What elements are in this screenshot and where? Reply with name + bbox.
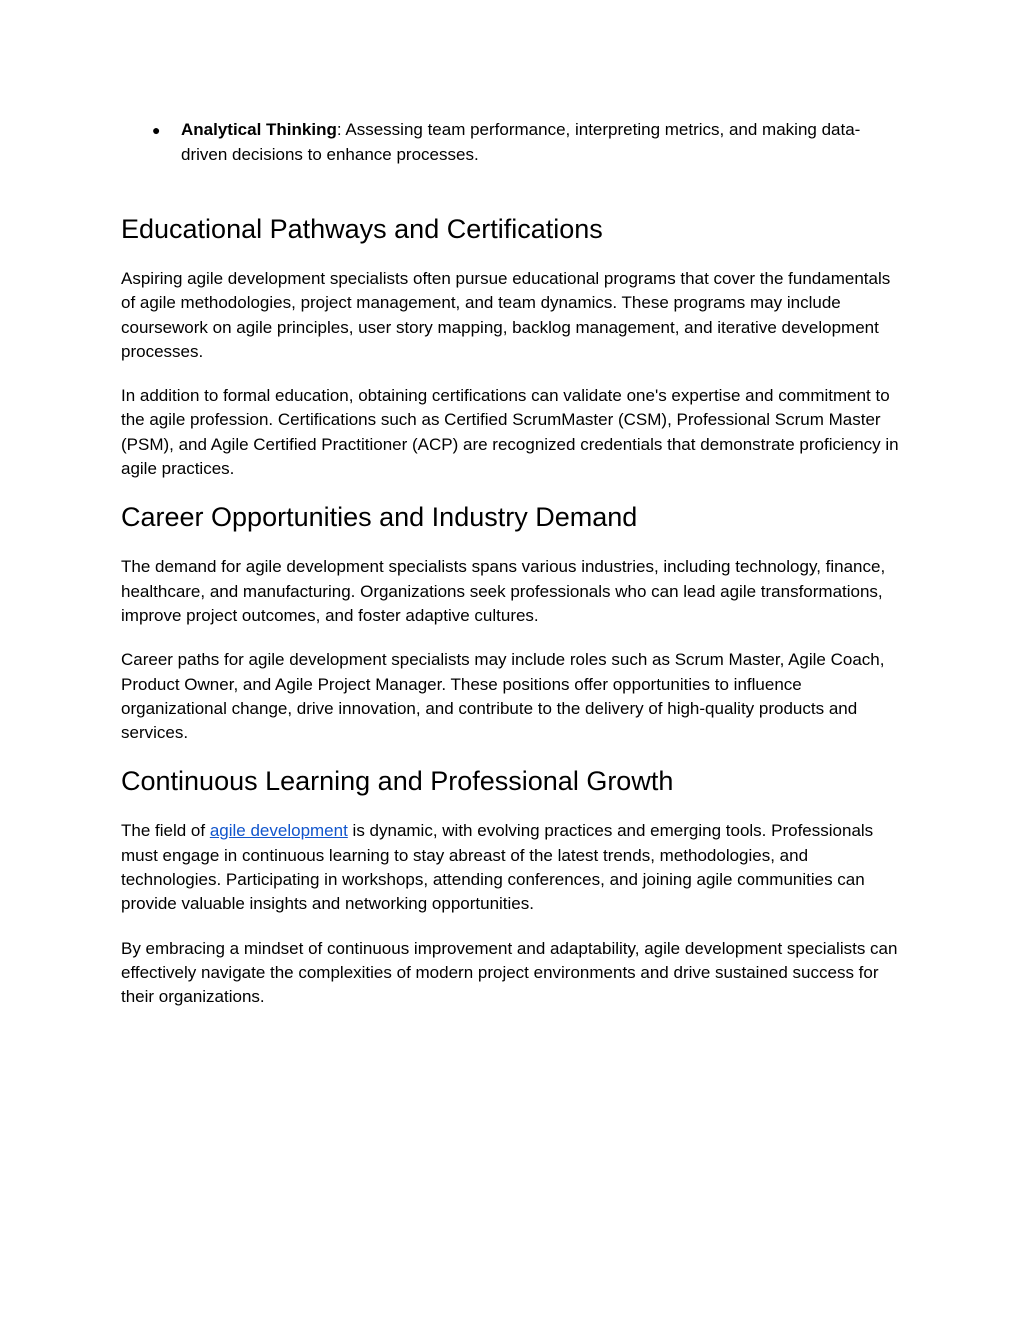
bullet-term: Analytical Thinking xyxy=(181,120,337,139)
paragraph-career-1: The demand for agile development specialists spans various industries, including technology, finance, healthcare, and manufacturing. Organizations seek professionals who can lead agile transformations, improve project outcomes, and foster adaptive cultures. xyxy=(121,557,886,625)
agile-development-link[interactable]: agile development xyxy=(209,821,348,841)
paragraph-career-2: Career paths for agile development specialists may include roles such as Scrum Master, Agile Coach, Product Owner, and Agile Project Manager. These positions offer opportunities to influence organizational change, drive innovation, and contribute to the delivery of high-quality products and services. xyxy=(121,650,885,743)
paragraph-text: The field of xyxy=(121,821,210,841)
section-heading-career: Career Opportunities and Industry Demand xyxy=(121,502,638,533)
paragraph-text: is dynamic, with evolving practices and emerging tools. Professionals must engage in continuous learning to stay abreast of the latest trends, methodologies, and technologies. Participating in workshops, attending conferences, and joining agile communities can provide valuable insights and networking opportunities. xyxy=(121,821,874,914)
section-heading-learning: Continuous Learning and Professional Growth xyxy=(121,766,674,797)
bullet-text: : Assessing team performance, interpreting metrics, and making data-driven decisions to enhance processes. xyxy=(181,120,861,164)
paragraph-education-1: Aspiring agile development specialists often pursue educational programs that cover the fundamentals of agile methodologies, project management, and team dynamics. These programs may include coursework on agile principles, user story mapping, backlog management, and iterative development processes. xyxy=(121,269,891,361)
paragraph-learning-1 xyxy=(121,819,901,916)
list-item xyxy=(121,118,901,167)
paragraph-education-2: In addition to formal education, obtaining certifications can validate one's expertise and commitment to the agile profession. Certifications such as Certified ScrumMaster (CSM), Professional Scrum Master (PSM), and Agile Certified Practitioner (ACP) are recognized credentials that demonstrate proficiency in agile practices. xyxy=(121,386,899,479)
bullet-marker: ● xyxy=(152,122,161,138)
section-heading-education: Educational Pathways and Certifications xyxy=(121,214,603,244)
document-page xyxy=(121,118,901,1010)
paragraph-learning-2: By embracing a mindset of continuous improvement and adaptability, agile development specialists can effectively navigate the complexities of modern project environments and drive sustained success for their organizations. xyxy=(121,938,898,1007)
